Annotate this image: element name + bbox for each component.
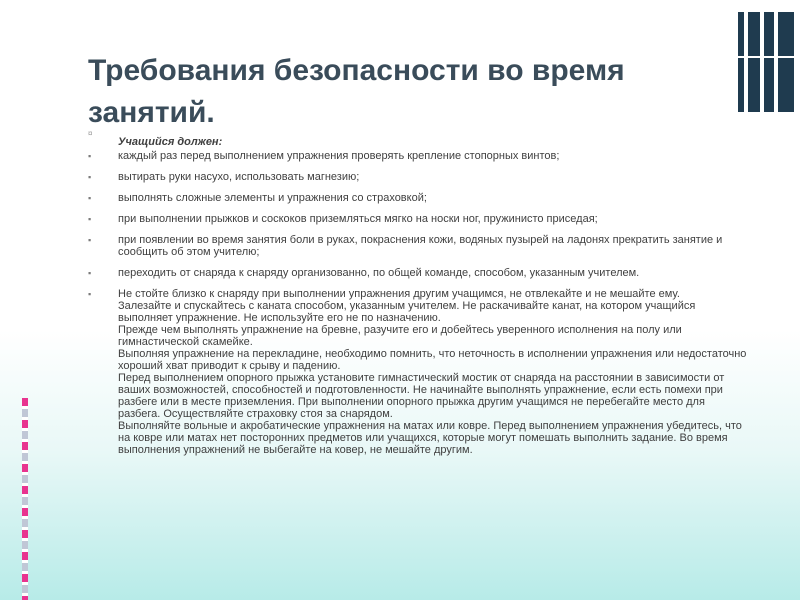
list-item: [88, 234, 748, 258]
list-item: [88, 171, 748, 183]
list-item: [88, 192, 748, 204]
decorative-bar: [748, 12, 760, 112]
bullet-icon: ¤: [88, 129, 93, 138]
bullet-icon: ▪: [88, 193, 92, 203]
rule-floor: Выполняйте вольные и акробатические упражнения на матах или ковре. Перед выполнением упражнения убедитесь, что на ковре или матах нет посторонних предметов или учащихся, которые могут помешать выполнить задание. Во время выполнения упражнений не выбегайте на ковер, не мешайте другим.: [118, 420, 742, 456]
decorative-left-stripe: [22, 398, 28, 600]
list-item-safety-rules: [88, 288, 748, 456]
rule-rope: Залезайте и спускайтесь с каната способом, указанным учителем. Не раскачивайте канат, на котором учащийся выполняет упражнение. Не используйте его не по назначению.: [118, 300, 696, 324]
list-item: [88, 267, 748, 279]
list-item-text: выполнять сложные элементы и упражнения со страховкой;: [118, 192, 427, 204]
list-item: [88, 213, 748, 225]
bullet-icon: ▪: [88, 289, 92, 299]
bullet-icon: ▪: [88, 151, 92, 161]
slide-content: [88, 128, 748, 465]
list-item: [88, 150, 748, 162]
list-item-text: Не стойте близко к снаряду при выполнении упражнения другим учащимся, не отвлекайте и не мешайте ему.: [118, 288, 680, 300]
decorative-bars: [732, 12, 800, 112]
list-header-text: Учащийся должен:: [118, 136, 223, 148]
rule-bar: Выполняя упражнение на перекладине, необходимо помнить, что неточность в исполнении упражнения или недостаточно хороший хват приводит к срыву и падению.: [118, 348, 747, 372]
decorative-bar: [778, 12, 794, 112]
rule-beam: Прежде чем выполнять упражнение на бревне, разучите его и добейтесь уверенного исполнения на полу или гимнастической скамейке.: [118, 324, 682, 348]
bullet-icon: ▪: [88, 235, 92, 245]
rule-vault: Перед выполнением опорного прыжка установите гимнастический мостик от снаряда на расстоянии в зависимости от ваших возможностей, способностей и подготовленности. Не начинайте выполнять упражнение, если есть помехи при разбеге или в месте приземления. При выполнении опорного прыжка другим учащимся не перебегайте место для разбега. Осуществляйте страховку стоя за снарядом.: [118, 372, 725, 420]
decorative-bar: [764, 12, 774, 112]
list-item-text: каждый раз перед выполнением упражнения проверять крепление стопорных винтов;: [118, 150, 560, 162]
list-item-text: переходить от снаряда к снаряду организованно, по общей команде, способом, указанным учителем.: [118, 267, 640, 279]
decorative-line: [732, 56, 800, 58]
bullet-icon: ▪: [88, 214, 92, 224]
slide-title: Требования безопасности во время занятий.: [88, 54, 625, 129]
list-item-text: при появлении во время занятия боли в руках, покраснения кожи, водяных пузырей на ладонях прекратить занятие и сообщить об этом учителю;: [118, 234, 723, 258]
list-item-text: при выполнении прыжков и соскоков приземляться мягко на носки ног, пружинисто приседая;: [118, 213, 598, 225]
list-item-text: вытирать руки насухо, использовать магнезию;: [118, 171, 360, 183]
bullet-icon: ▪: [88, 172, 92, 182]
decorative-bar: [738, 12, 744, 112]
list-header: [88, 128, 748, 148]
bullet-icon: ▪: [88, 268, 92, 278]
